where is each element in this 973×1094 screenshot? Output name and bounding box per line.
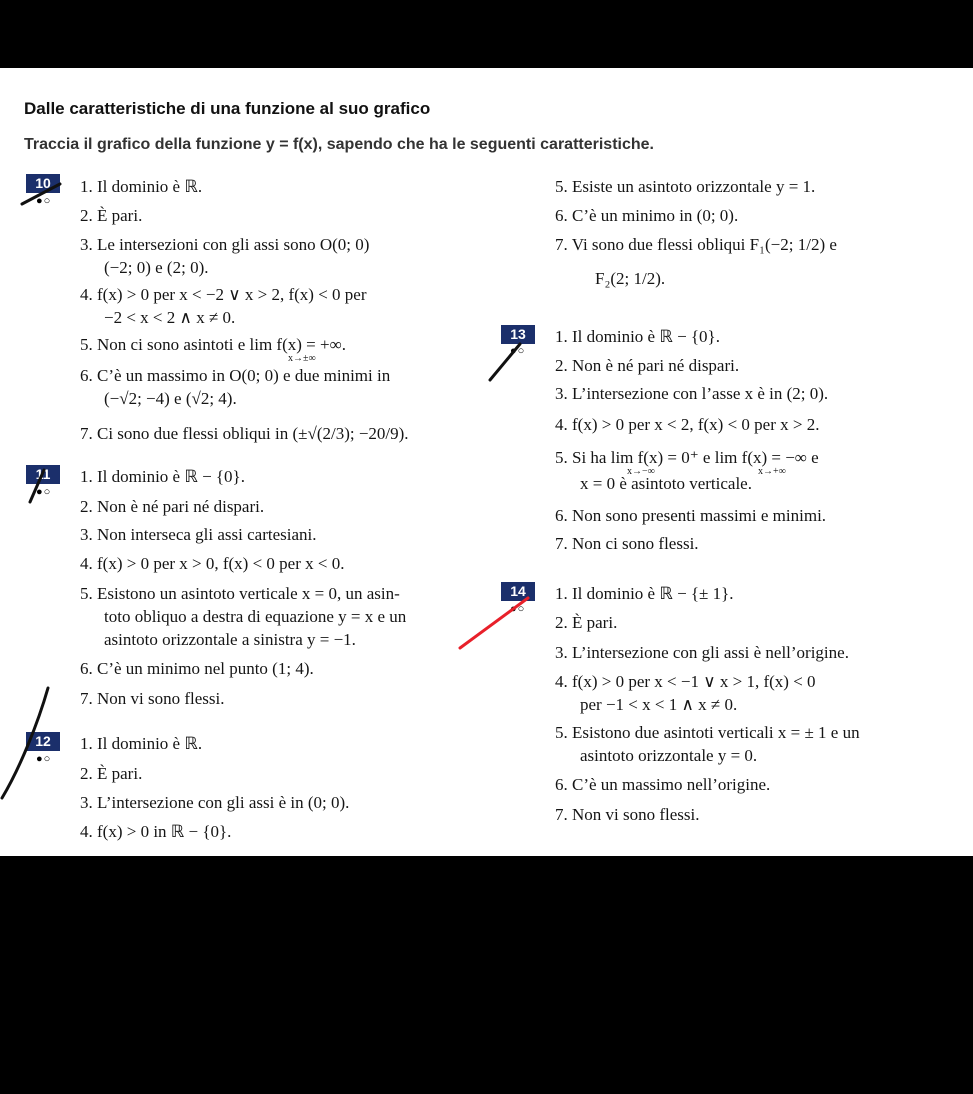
- ex11-item-4: 4. f(x) > 0 per x > 0, f(x) < 0 per x < 0.: [80, 554, 345, 573]
- exercise-number-11: 11: [26, 465, 60, 484]
- ex10-item-5b: 5. Esiste un asintoto orizzontale y = 1.: [555, 177, 816, 196]
- ex13-item-4: 4. f(x) > 0 per x < 2, f(x) < 0 per x > 2.: [555, 415, 820, 434]
- ex10-item-6: 6. C’è un massimo in O(0; 0) e due minimi in: [80, 366, 391, 385]
- difficulty-dots: ●○: [36, 753, 52, 765]
- pen-stroke-12: [2, 688, 48, 798]
- ex10-item-1: 1. Il dominio è ℝ.: [80, 177, 203, 196]
- ex10-item-5: 5. Non ci sono asintoti e lim f(x) = +∞.: [80, 335, 346, 354]
- textbook-page: [0, 68, 973, 856]
- ex10-item-7b: 7. Vi sono due flessi obliqui F₁(−2; 1/2) e: [555, 235, 837, 254]
- ex14-item-2: 2. È pari.: [555, 613, 618, 632]
- ex12-item-1: 1. Il dominio è ℝ.: [80, 734, 203, 753]
- ex11-item-3: 3. Non interseca gli assi cartesiani.: [80, 525, 317, 544]
- exercise-number-10: 10: [26, 174, 60, 193]
- ex10-item-6-cont: (−√2; −4) e (√2; 4).: [104, 389, 237, 408]
- ex13-item-6: 6. Non sono presenti massimi e minimi.: [555, 506, 827, 525]
- ex11-item-5: 5. Esistono un asintoto verticale x = 0, un asin-: [80, 584, 400, 603]
- difficulty-dots: ●○: [510, 345, 526, 357]
- ex11-item-5-cont2: asintoto orizzontale a sinistra y = −1.: [104, 630, 356, 649]
- exercise-number-12: 12: [26, 732, 60, 751]
- ex11-item-2: 2. Non è né pari né dispari.: [80, 497, 265, 516]
- ex13-item-3: 3. L’intersezione con l’asse x è in (2; 0).: [555, 384, 829, 403]
- ex14-item-5: 5. Esistono due asintoti verticali x = ± 1 e un: [555, 723, 860, 742]
- ex14-item-4: 4. f(x) > 0 per x < −1 ∨ x > 1, f(x) < 0: [555, 672, 816, 691]
- exercise-number-14: 14: [501, 582, 535, 601]
- ex10-item-4: 4. f(x) > 0 per x < −2 ∨ x > 2, f(x) < 0 per: [80, 285, 367, 304]
- ex13-item-7: 7. Non ci sono flessi.: [555, 534, 699, 553]
- difficulty-dots: ●○: [36, 486, 52, 498]
- ex10-item-3-cont: (−2; 0) e (2; 0).: [104, 258, 209, 277]
- ex12-item-2: 2. È pari.: [80, 764, 143, 783]
- difficulty-dots: ●○: [36, 195, 52, 207]
- ex13-item-5-cont: x = 0 è asintoto verticale.: [580, 474, 752, 493]
- ex10-item-4-cont: −2 < x < 2 ∧ x ≠ 0.: [104, 308, 236, 327]
- instruction-text: Traccia il grafico della funzione y = f(x), sapendo che ha le seguenti caratteristiche.: [24, 136, 654, 153]
- difficulty-dots: ●○: [510, 603, 526, 615]
- ex11-item-7: 7. Non vi sono flessi.: [80, 689, 225, 708]
- ex14-item-1: 1. Il dominio è ℝ − {± 1}.: [555, 584, 734, 603]
- ex12-item-4: 4. f(x) > 0 in ℝ − {0}.: [80, 822, 232, 841]
- ex14-item-3: 3. L’intersezione con gli assi è nell’origine.: [555, 643, 849, 662]
- ex11-item-1: 1. Il dominio è ℝ − {0}.: [80, 467, 245, 486]
- ex10-item-6b: 6. C’è un minimo in (0; 0).: [555, 206, 739, 225]
- pen-stroke-11: [30, 470, 44, 502]
- pen-marks: [0, 68, 973, 856]
- ex14-item-5-cont: asintoto orizzontale y = 0.: [580, 746, 758, 765]
- ex13-item-5: 5. Si ha lim f(x) = 0⁺ e lim f(x) = −∞ e: [555, 448, 819, 467]
- exercise-number-13: 13: [501, 325, 535, 344]
- pen-stroke-13: [490, 344, 520, 380]
- ex10-item-2: 2. È pari.: [80, 206, 143, 225]
- pen-stroke-14: [460, 598, 528, 648]
- ex14-item-6: 6. C’è un massimo nell’origine.: [555, 775, 771, 794]
- ex13-item-2: 2. Non è né pari né dispari.: [555, 356, 740, 375]
- ex13-item-1: 1. Il dominio è ℝ − {0}.: [555, 327, 720, 346]
- ex13-limit-subscript-2: x→+∞: [758, 466, 786, 477]
- ex11-item-5-cont1: toto obliquo a destra di equazione y = x e un: [104, 607, 407, 626]
- ex11-item-6: 6. C’è un minimo nel punto (1; 4).: [80, 659, 314, 678]
- ex12-item-3: 3. L’intersezione con gli assi è in (0; 0).: [80, 793, 350, 812]
- ex13-limit-subscript-1: x→−∞: [627, 466, 655, 477]
- ex10-item-3: 3. Le intersezioni con gli assi sono O(0; 0): [80, 235, 370, 254]
- section-heading: Dalle caratteristiche di una funzione al suo grafico: [24, 99, 431, 118]
- ex10-limit-subscript: x→±∞: [288, 353, 316, 364]
- ex10-item-7b-cont: F₂(2; 1/2).: [595, 269, 666, 288]
- ex10-item-7: 7. Ci sono due flessi obliqui in (±√(2/3); −20/9).: [80, 424, 409, 443]
- pen-stroke-10: [22, 184, 60, 204]
- ex14-item-7: 7. Non vi sono flessi.: [555, 805, 700, 824]
- ex14-item-4-cont: per −1 < x < 1 ∧ x ≠ 0.: [580, 695, 738, 714]
